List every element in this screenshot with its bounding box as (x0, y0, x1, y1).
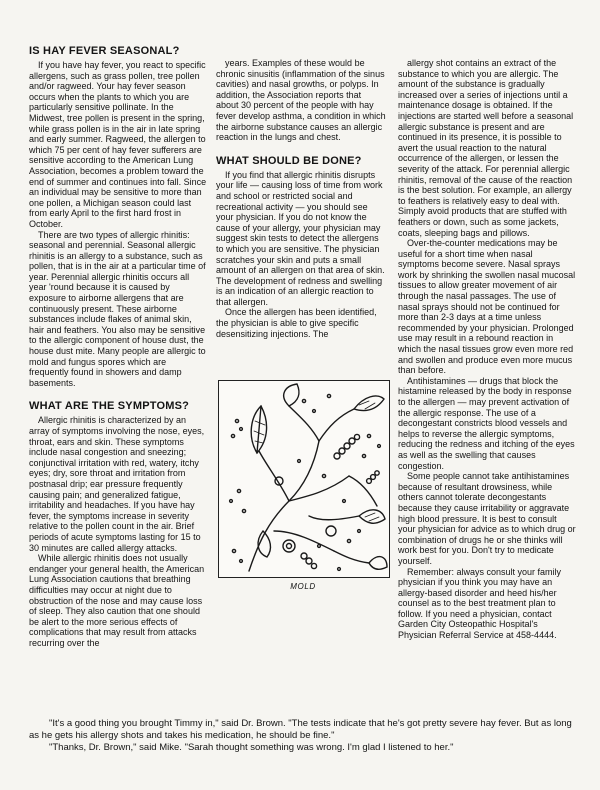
paragraph: Over-the-counter medications may be useful for a short time when nasal symptoms become severe. Nasal sprays work by shrinking the swollen nasal mucosal tissues to allow greater movement of air through the nasal passages. The use of nasal sprays should not be continued for more than 2-3 days at a time unless recommended by your physician. Prolonged use may result in a rebound reaction in which the nasal tissues grow even more red and swollen and produce even more mucus than before. (398, 238, 576, 376)
article-column-2 (216, 58, 386, 339)
dialogue-paragraph: "It's a good thing you brought Timmy in," said Dr. Brown. "The tests indicate that he's got pretty severe hay fever. But as long as he gets his allergy shots and takes his medication, he should be fine." (29, 718, 572, 741)
article-column-3 (398, 58, 576, 641)
article-column-1 (29, 45, 207, 648)
paragraph: There are two types of allergic rhinitis: seasonal and perennial. Seasonal allergic rhinitis is an allergy to a substance, such as pollen, that is in the air at a particular time of year. Perennial allergic rhinitis occurs all year 'round because it is caused by exposure to airborne allergens that are continuously present. These airborne substances include flakes of animal skin, hair and feathers. You also may be sensitive to the allergic component of house dust, the house dust mite. Many people are allergic to mold and fungus spores which are frequently found in showers and damp basements. (29, 229, 206, 388)
paragraph: allergy shot contains an extract of the substance to which you are allergic. The amount of the substance is gradually increased over a series of injections until a maintenance dosage is obtained. If the injections are started well before a seasonal allergic substance is present and are continued in its presence, it is possible to avert the usual reaction to the natural occurrence of the allergen, or lessen the severity of the attack. For perennial allergic rhinitis, removal of the cause of the reaction is the best solution. For example, an allergy to feathers is relatively easy to deal with. Simply avoid products that are stuffed with feathers or down, such as some jackets, coats, sleeping bags and pillows. (398, 58, 574, 238)
closing-dialogue (29, 718, 579, 754)
paragraph: Once the allergen has been identified, the physician is able to give specific desensitizing injections. The (216, 307, 377, 339)
dialogue-paragraph: "Thanks, Dr. Brown," said Mike. "Sarah thought something was wrong. I'm glad I listened to her." (49, 742, 454, 753)
paragraph: years. Examples of these would be chronic sinusitis (inflammation of the sinus cavities) and nasal growths, or polyps. In addition, the Association reports that about 30 percent of the people with hay fever develop asthma, a condition in which the airborne substance causes an allergic reaction in the lungs and chest. (216, 58, 386, 143)
section-heading-what-to-do: WHAT SHOULD BE DONE? (216, 154, 362, 167)
section-heading-symptoms: WHAT ARE THE SYMPTOMS? (29, 400, 190, 413)
section-heading-seasonal: IS HAY FEVER SEASONAL? (29, 45, 180, 57)
paragraph: Antihistamines — drugs that block the histamine released by the body in response to the allergen — may prevent activation of the allergic response. The use of a decongestant constricts blood vessels and helps to reverse the allergic symptoms, reducing the redness and itching of the eyes as well as the swelling that causes congestion. (398, 375, 575, 471)
paragraph: If you have hay fever, you react to specific allergens, such as grass pollen, tree pollen and/or ragweed. Your hay fever season occurs when the plants to which you are particularly sensitive pollinate. In the Midwest, tree pollen is present in the spring, while grass pollen is in the air in late spring and early summer. Ragweed, the allergen to which 75 per cent of hay fever sufferers are sensitive according to the American Lung Association, becomes a problem toward the end of summer and continues into fall. Since an individual may be sensitive to more than one pollen, a Michigan season could last from early April to the first hard frost in October. (29, 60, 207, 229)
mold-drawing (219, 381, 389, 577)
paragraph: Remember: always consult your family physician if you think you may have an allergy-based disorder and heed his/her counsel as to the best treatment plan to follow. If you need a physician, contact Garden City Osteopathic Hospital's Physician Referral Service at 458-4444. (398, 566, 562, 641)
paragraph: Allergic rhinitis is characterized by an array of symptoms involving the nose, eyes, throat, ears and skin. These symptoms include nasal congestion and sneezing; conjunctival irritation with red, watery, itchy eyes; dry, sore throat and irritation from postnasal drip; ear pressure frequently causing pain; and generalized fatigue, irritability and headaches. If you have hay fever, the symptoms increase in severity relative to the pollen count in the air. Brief periods of acute symptoms lasting for 15 to 30 minutes are called allergy attacks. (29, 415, 205, 553)
paragraph: If you find that allergic rhinitis disrupts your life — causing loss of time from work and school or restricted social and recreational activity — you should see your physician. If you do not know the cause of your allergy, your physician may suggest skin tests to detect the allergens to which you are sensitive. The physician scratches your skin and puts a small amount of an allergen on that area of skin. The development of redness and swelling is an indication of an allergic reaction to that allergen. (216, 169, 385, 307)
mold-illustration (218, 380, 390, 578)
figure-caption: MOLD (290, 582, 316, 591)
paragraph: While allergic rhinitis does not usually endanger your general health, the American Lung Association cautions that breathing difficulties may occur at night due to obstruction of the nose and may cause loss of sleep. They also caution that one should be alert to the more serious effects of complications that may result from attacks recurring over the (29, 553, 205, 648)
paragraph: Some people cannot take antihistamines because of resultant drowsiness, while others cannot tolerate decongestants because they cause irritability or aggravate high blood pressure. It is best to consult your physician for advice as to which drug or combination of drugs he or she thinks will work best for you. Don't try to medicate yourself. (398, 471, 576, 566)
